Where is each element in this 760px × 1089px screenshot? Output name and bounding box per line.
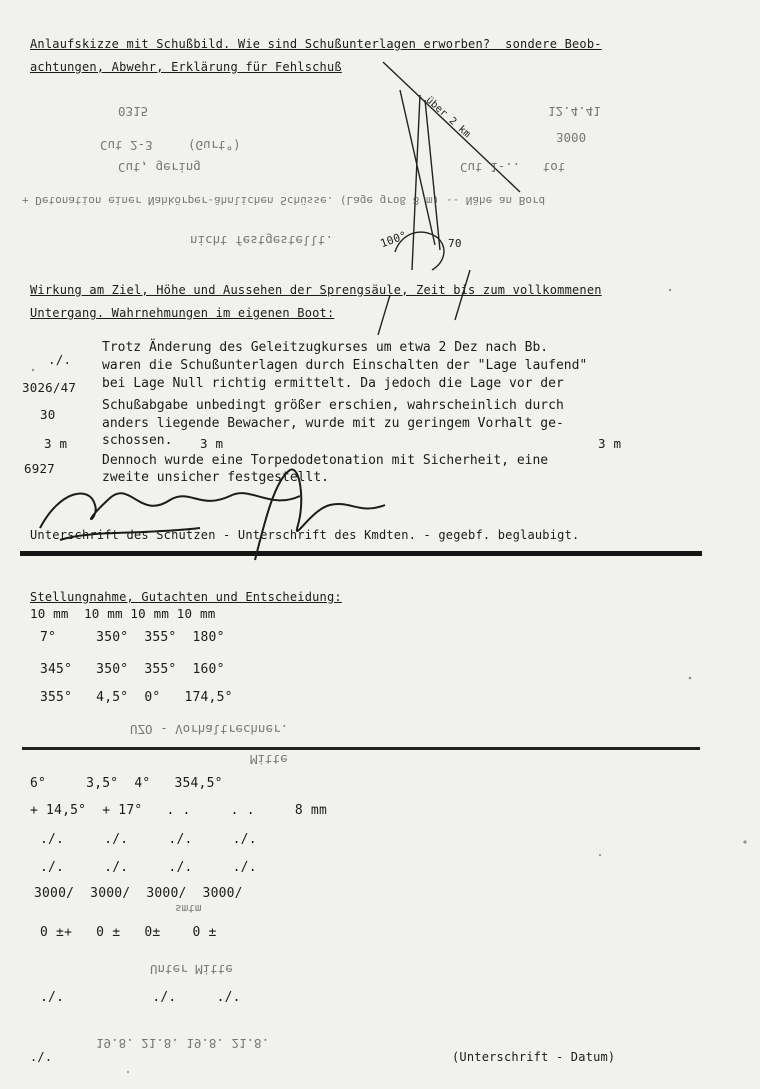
angle-row: 0 ±+ 0 ± 0± 0 ± xyxy=(40,925,217,940)
angle-row: 7° 350° 355° 180° xyxy=(40,630,225,645)
margin-mark: 3 m xyxy=(44,436,68,451)
ghost-row5: nicht festgestellt. xyxy=(190,233,333,248)
angle-right-label: 70 xyxy=(448,237,462,250)
ghost-row4: + Detonation einer Nahkörper-ähnlichen Schüsse. (Lage groß 8 m) -- Nähe an Bord xyxy=(22,194,546,207)
smtm-label: smtm xyxy=(175,902,202,915)
margin-mark: ./. xyxy=(48,352,72,367)
ghost-row2-mid: (Gurt°) xyxy=(188,138,241,153)
angle-row: 6° 3,5° 4° 354,5° xyxy=(30,776,223,791)
effect-line: waren die Schußunterlagen durch Einschalten der "Lage laufend" xyxy=(102,358,588,373)
effect-heading-1: Wirkung am Ziel, Höhe und Aussehen der Sprengsäule, Zeit bis zum vollkommenen xyxy=(30,283,602,297)
ghost-row1-right: 12.4.41 xyxy=(548,104,601,119)
table-header: 10 mm 10 mm 10 mm 10 mm xyxy=(30,606,216,621)
dates-row: 19.8. 21.8. 19.8. 21.8. xyxy=(96,1036,270,1051)
arrow-label: über 2 km xyxy=(423,94,473,141)
header-line-1: Anlaufskizze mit Schußbild. Wie sind Schußunterlagen erworben? sondere Beob- xyxy=(30,37,602,51)
corner-mark: ./. xyxy=(30,1050,53,1064)
effect-line: Schußabgabe unbedingt größer erschien, wahrscheinlich durch xyxy=(102,398,564,413)
margin-mark: 6927 xyxy=(24,461,55,476)
angle-row: ./. ./. ./. ./. xyxy=(40,832,257,847)
angle-row: + 14,5° + 17° . . . . 8 mm xyxy=(30,803,327,818)
position-heading: Stellungnahme, Gutachten und Entscheidung: xyxy=(30,590,342,604)
effect-heading-2: Untergang. Wahrnehmungen im eigenen Boot: xyxy=(30,306,335,320)
ghost-row2-left: Cut 2-3 xyxy=(100,138,153,153)
mitte-label: Mitte xyxy=(250,752,288,767)
angle-row: ./. ./. ./. ./. xyxy=(40,860,257,875)
effect-line: bei Lage Null richtig ermittelt. Da jedoch die Lage vor der xyxy=(102,376,564,391)
ghost-row1-left: 0315 xyxy=(118,104,149,119)
effect-line: anders liegende Bewacher, wurde mit zu geringem Vorhalt ge- xyxy=(102,416,564,431)
header-line-2: achtungen, Abwehr, Erklärung für Fehlschuß xyxy=(30,60,342,74)
margin-mark: 30 xyxy=(40,407,56,422)
signature-caption: Unterschrift des Schützen - Unterschrift des Kmdten. - gegebf. beglaubigt. xyxy=(30,528,580,542)
vorhalt-label: UZO - Vorhaltrechner. xyxy=(130,722,289,737)
angle-row: 3000/ 3000/ 3000/ 3000/ xyxy=(34,886,243,901)
bottom-signature-label: (Unterschrift - Datum) xyxy=(452,1050,616,1064)
effect-line: Dennoch wurde eine Torpedodetonation mit Sicherheit, eine xyxy=(102,453,549,468)
ghost-row2-right: 3000 xyxy=(556,130,587,145)
effect-line: zweite unsicher festgestellt. xyxy=(102,470,329,485)
effect-line: Trotz Änderung des Geleitzugkurses um etwa 2 Dez nach Bb. xyxy=(102,340,549,355)
angle-row: 345° 350° 355° 160° xyxy=(40,662,225,677)
margin-mark: 3026/47 xyxy=(22,380,77,395)
unter-mitte-label: Unter Mitte xyxy=(150,962,233,977)
ghost-row3-left: Cut, gering xyxy=(118,160,201,175)
inline-mark: 3 m xyxy=(598,436,622,451)
ghost-row3-right: Cut 1-.. tot xyxy=(460,160,566,175)
effect-line: schossen. xyxy=(102,433,173,448)
angle-row: 355° 4,5° 0° 174,5° xyxy=(40,690,233,705)
angle-left-label: 100° xyxy=(378,228,409,251)
inline-mark: 3 m xyxy=(200,436,224,451)
angle-row: ./. ./. ./. xyxy=(40,990,241,1005)
